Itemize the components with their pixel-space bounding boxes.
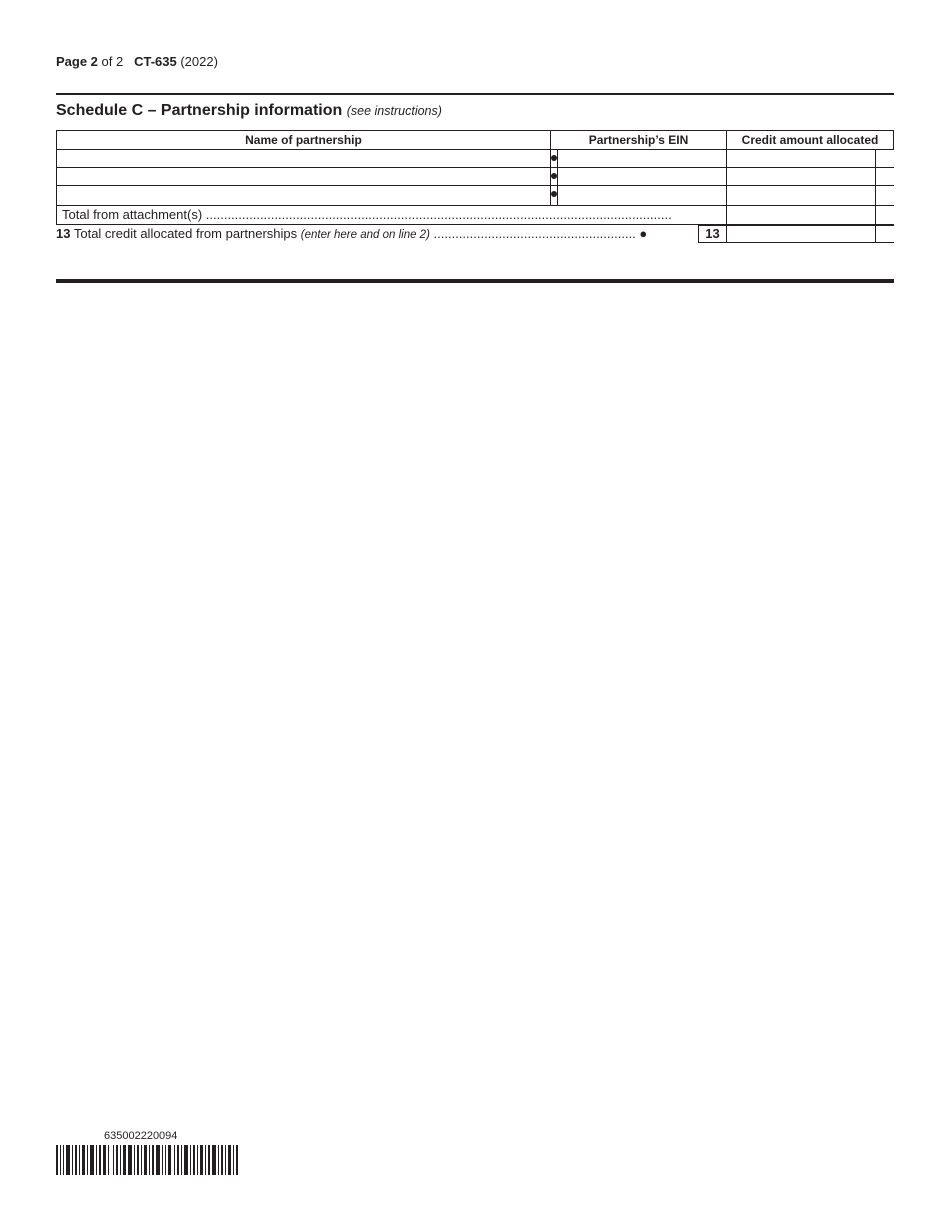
total-attachments-cents [875,205,894,225]
credit-cents-2 [875,167,894,186]
credit-field-1[interactable] [726,149,876,168]
line13-amount-field[interactable] [726,224,876,243]
form-year: (2022) [180,54,218,69]
line13-note: (enter here and on line 2) [300,229,430,241]
ein-field-2[interactable] [557,167,727,186]
line13-cents [875,224,894,243]
column-header-ein: Partnership’s EIN [550,130,727,150]
total-attachments-field[interactable] [726,205,876,225]
partnership-name-field-1[interactable] [56,149,551,168]
line13-row [56,226,647,243]
column-header-name: Name of partnership [56,130,551,150]
top-divider [56,93,894,95]
column-header-credit: Credit amount allocated [726,130,894,150]
schedule-note: (see instructions) [346,104,442,118]
credit-field-2[interactable] [726,167,876,186]
line13-box-number: 13 [698,225,727,243]
form-id: CT-635 [134,54,177,69]
line13-number: 13 [56,226,71,241]
credit-field-3[interactable] [726,185,876,206]
schedule-title [56,102,442,120]
bottom-divider [56,279,894,283]
ein-field-3[interactable] [557,185,727,206]
credit-cents-1 [875,149,894,168]
barcode-number: 635002220094 [104,1130,178,1142]
total-attachments-label: Total from attachment(s) ................................................................................................................................. [56,205,727,225]
credit-cents-3 [875,185,894,206]
bullet-icon: ● [639,226,648,241]
partnership-name-field-3[interactable] [56,185,551,206]
partnership-name-field-2[interactable] [56,167,551,186]
page-header [56,54,218,69]
line13-dots: ........................................................ [433,226,636,241]
page-number: Page 2 [56,54,98,69]
ein-field-1[interactable] [557,149,727,168]
schedule-title-text: Schedule C – Partnership information [56,102,343,119]
line13-label: Total credit allocated from partnerships [73,226,298,241]
page-total: of 2 [101,54,124,69]
barcode-icon [56,1145,240,1175]
